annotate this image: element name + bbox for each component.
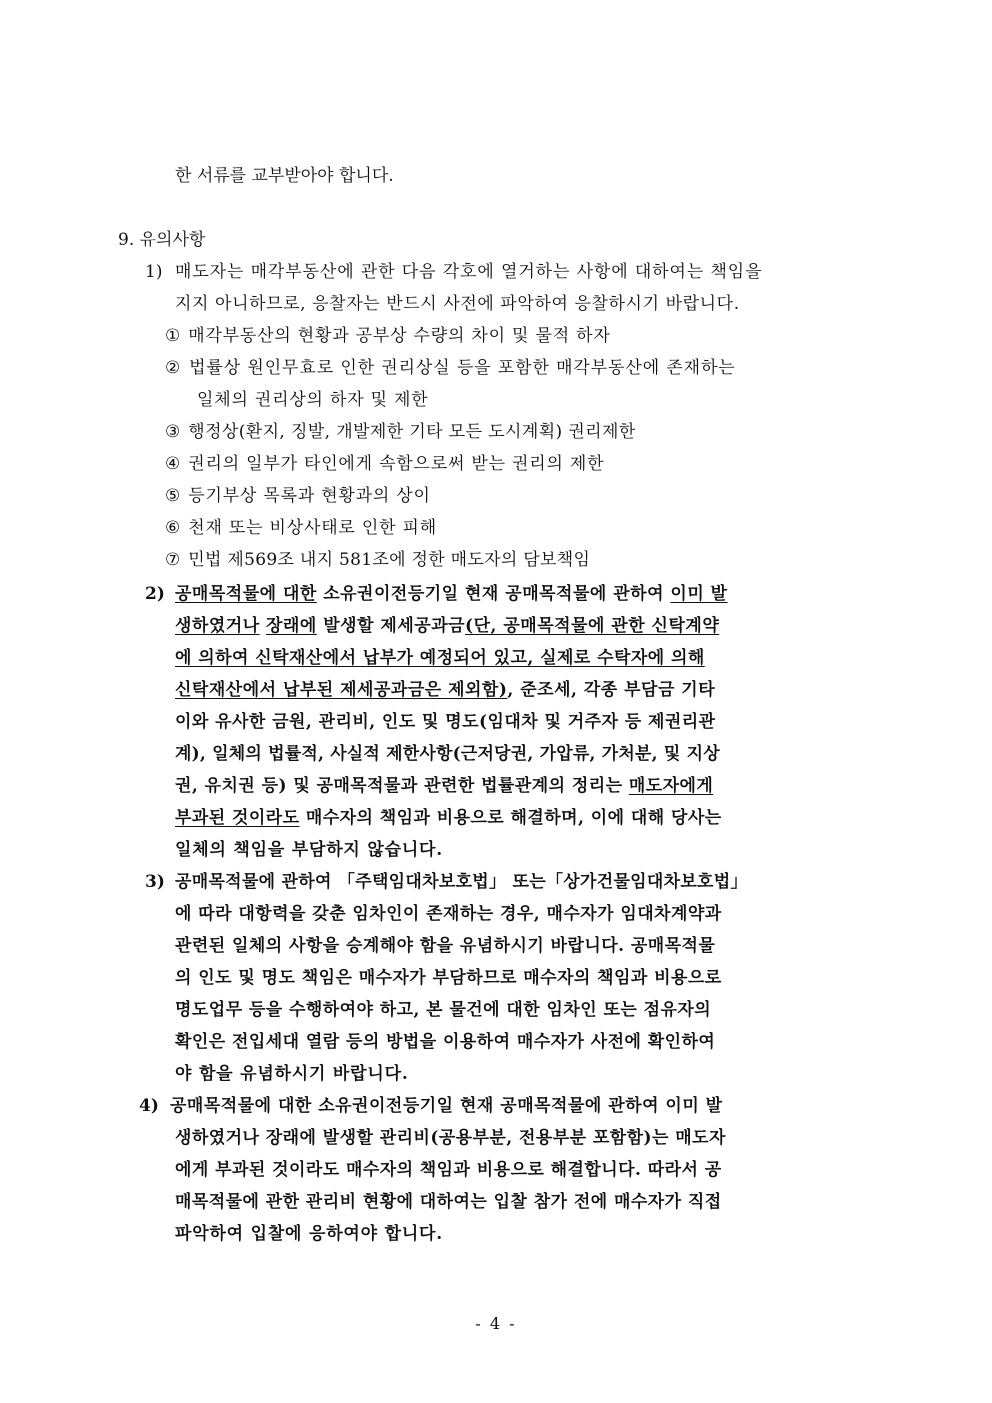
section-heading: 9. 유의사항 (118, 230, 206, 250)
item-2-line-1: 공매목적물에 대한 소유권이전등기일 현재 공매목적물에 관하여 이미 발 (175, 584, 728, 604)
item-4-line-5: 파악하여 입찰에 응하여야 합니다. (175, 1224, 443, 1244)
item-1-line-1: 매도자는 매각부동산에 관한 다음 각호에 열거하는 사항에 대하여는 책임을 (175, 262, 763, 282)
item-2-line-7: 권, 유치권 등) 및 공매목적물과 관련한 법률관계의 정리는 매도자에게 (175, 776, 714, 796)
clause-3: ③ 행정상(환지, 징발, 개발제한 기타 모든 도시계획) 권리제한 (165, 422, 636, 442)
clause-5: ⑤ 등기부상 목록과 현황과의 상이 (165, 486, 431, 506)
item-4-line-4: 매목적물에 관한 관리비 현황에 대하여는 입찰 참가 전에 매수자가 직접 (175, 1192, 722, 1212)
item-2-line-2: 생하였거나 장래에 발생할 제세공과금(단, 공매목적물에 관한 신탁계약 (175, 616, 720, 636)
item-3-line-2: 에 따라 대항력을 갖춘 임차인이 존재하는 경우, 매수자가 임대차계약과 (175, 904, 722, 924)
item-2-line-3: 에 의하여 신탁재산에서 납부가 예정되어 있고, 실제로 수탁자에 의해 (175, 648, 705, 668)
clause-2-cont: 일체의 권리상의 하자 및 제한 (197, 390, 429, 410)
item-2-number: 2) (145, 584, 165, 604)
item-4-number: 4) (139, 1096, 159, 1116)
item-3-line-6: 확인은 전입세대 열람 등의 방법을 이용하여 매수자가 사전에 확인하여 (175, 1032, 716, 1052)
item-2-line-6: 계), 일체의 법률적, 사실적 제한사항(근저당권, 가압류, 가처분, 및 지상 (175, 744, 720, 764)
item-3-line-7: 야 함을 유념하시기 바랍니다. (175, 1064, 409, 1084)
item-3-line-1: 공매목적물에 관하여 「주택임대차보호법」 또는「상가건물임대차보호법」 (175, 872, 748, 892)
clause-4: ④ 권리의 일부가 타인에게 속함으로써 받는 권리의 제한 (165, 454, 605, 474)
item-3-line-4: 의 인도 및 명도 책임은 매수자가 부담하므로 매수자의 책임과 비용으로 (175, 968, 722, 988)
clause-1: ① 매각부동산의 현황과 공부상 수량의 차이 및 물적 하자 (165, 326, 611, 346)
page-number: - 4 - (475, 1314, 517, 1333)
item-2-line-8: 부과된 것이라도 매수자의 책임과 비용으로 해결하며, 이에 대해 당사는 (175, 808, 722, 828)
continued-line: 한 서류를 교부받아야 합니다. (175, 166, 394, 186)
item-4-line-2: 생하였거나 장래에 발생할 관리비(공용부분, 전용부분 포함함)는 매도자 (175, 1128, 726, 1148)
clause-6: ⑥ 천재 또는 비상사태로 인한 피해 (165, 518, 437, 538)
item-1-line-2: 지지 아니하므로, 응찰자는 반드시 사전에 파악하여 응찰하시기 바랍니다. (175, 294, 740, 314)
item-1-number: 1) (145, 262, 163, 282)
item-4-line-3: 에게 부과된 것이라도 매수자의 책임과 비용으로 해결합니다. 따라서 공 (175, 1160, 722, 1180)
item-3-line-3: 관련된 일체의 사항을 승계해야 함을 유념하시기 바랍니다. 공매목적물 (175, 936, 716, 956)
item-2-line-4: 신탁재산에서 납부된 제세공과금은 제외함), 준조세, 각종 부담금 기타 (175, 680, 716, 700)
item-2-line-9: 일체의 책임을 부담하지 않습니다. (175, 840, 443, 860)
item-4-line-1: 공매목적물에 대한 소유권이전등기일 현재 공매목적물에 관하여 이미 발 (170, 1096, 723, 1116)
item-3-line-5: 명도업무 등을 수행하여야 하고, 본 물건에 대한 임차인 또는 점유자의 (175, 1000, 712, 1020)
item-3-number: 3) (145, 872, 165, 892)
item-2-line-5: 이와 유사한 금원, 관리비, 인도 및 명도(임대차 및 거주자 등 제권리관 (175, 712, 716, 732)
clause-7: ⑦ 민법 제569조 내지 581조에 정한 매도자의 담보책임 (165, 550, 591, 570)
clause-2: ② 법률상 원인무효로 인한 권리상실 등을 포함한 매각부동산에 존재하는 (165, 358, 736, 378)
